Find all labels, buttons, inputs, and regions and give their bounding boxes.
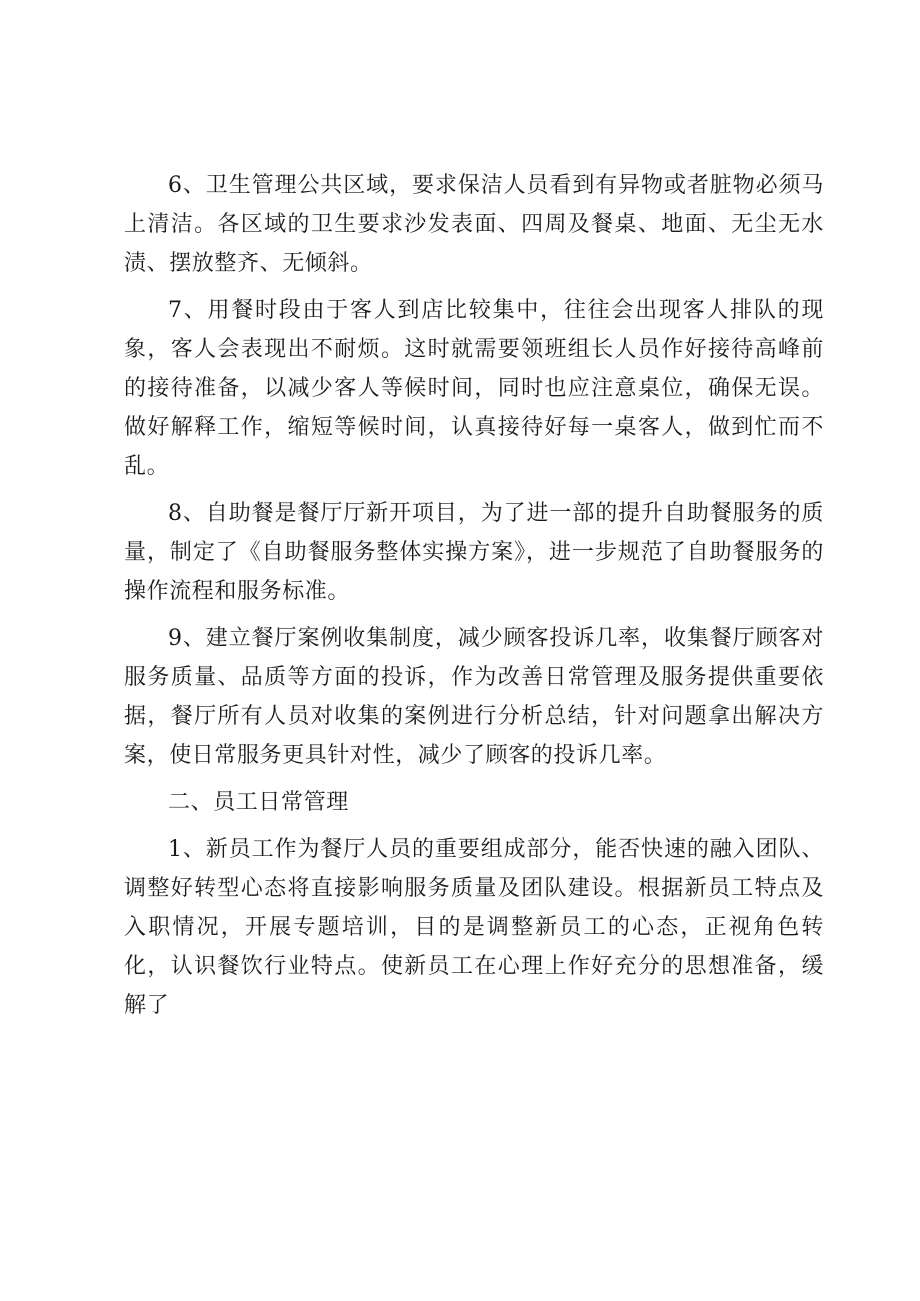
paragraph-item-9: 9、建立餐厅案例收集制度，减少顾客投诉几率，收集餐厅顾客对服务质量、品质等方面的投诉，作为改善日常管理及服务提供重要依据，餐厅所有人员对收集的案例进行分析总结，针对问题拿出解决方案，使日常服务更具针对性，减少了顾客的投诉几率。: [124, 626, 824, 768]
paragraph-item-6: 6、卫生管理公共区域，要求保洁人员看到有异物或者脏物必须马上清洁。各区域的卫生要求沙发表面、四周及餐桌、地面、无尘无水渍、摆放整齐、无倾斜。: [124, 173, 824, 276]
paragraph-staff-1: 1、新员工作为餐厅人员的重要组成部分，能否快速的融入团队、调整好转型心态将直接影响服务质量及团队建设。根据新员工特点及入职情况，开展专题培训，目的是调整新员工的心态，正视角色转化，认识餐饮行业特点。使新员工在心理上作好充分的思想准备，缓解了: [124, 837, 824, 1018]
paragraph-item-7: 7、用餐时段由于客人到店比较集中，往往会出现客人排队的现象，客人会表现出不耐烦。这时就需要领班组长人员作好接待高峰前的接待准备，以减少客人等候时间，同时也应注意桌位，确保无误。做好解释工作，缩短等候时间，认真接待好每一桌客人，做到忙而不乱。: [124, 298, 824, 479]
document-body: [124, 166, 824, 1025]
paragraph-item-8: 8、自助餐是餐厅厅新开项目，为了进一部的提升自助餐服务的质量，制定了《自助餐服务整体实操方案》，进一步规范了自助餐服务的操作流程和服务标准。: [124, 501, 824, 604]
section-heading: 二、员工日常管理: [168, 790, 349, 815]
